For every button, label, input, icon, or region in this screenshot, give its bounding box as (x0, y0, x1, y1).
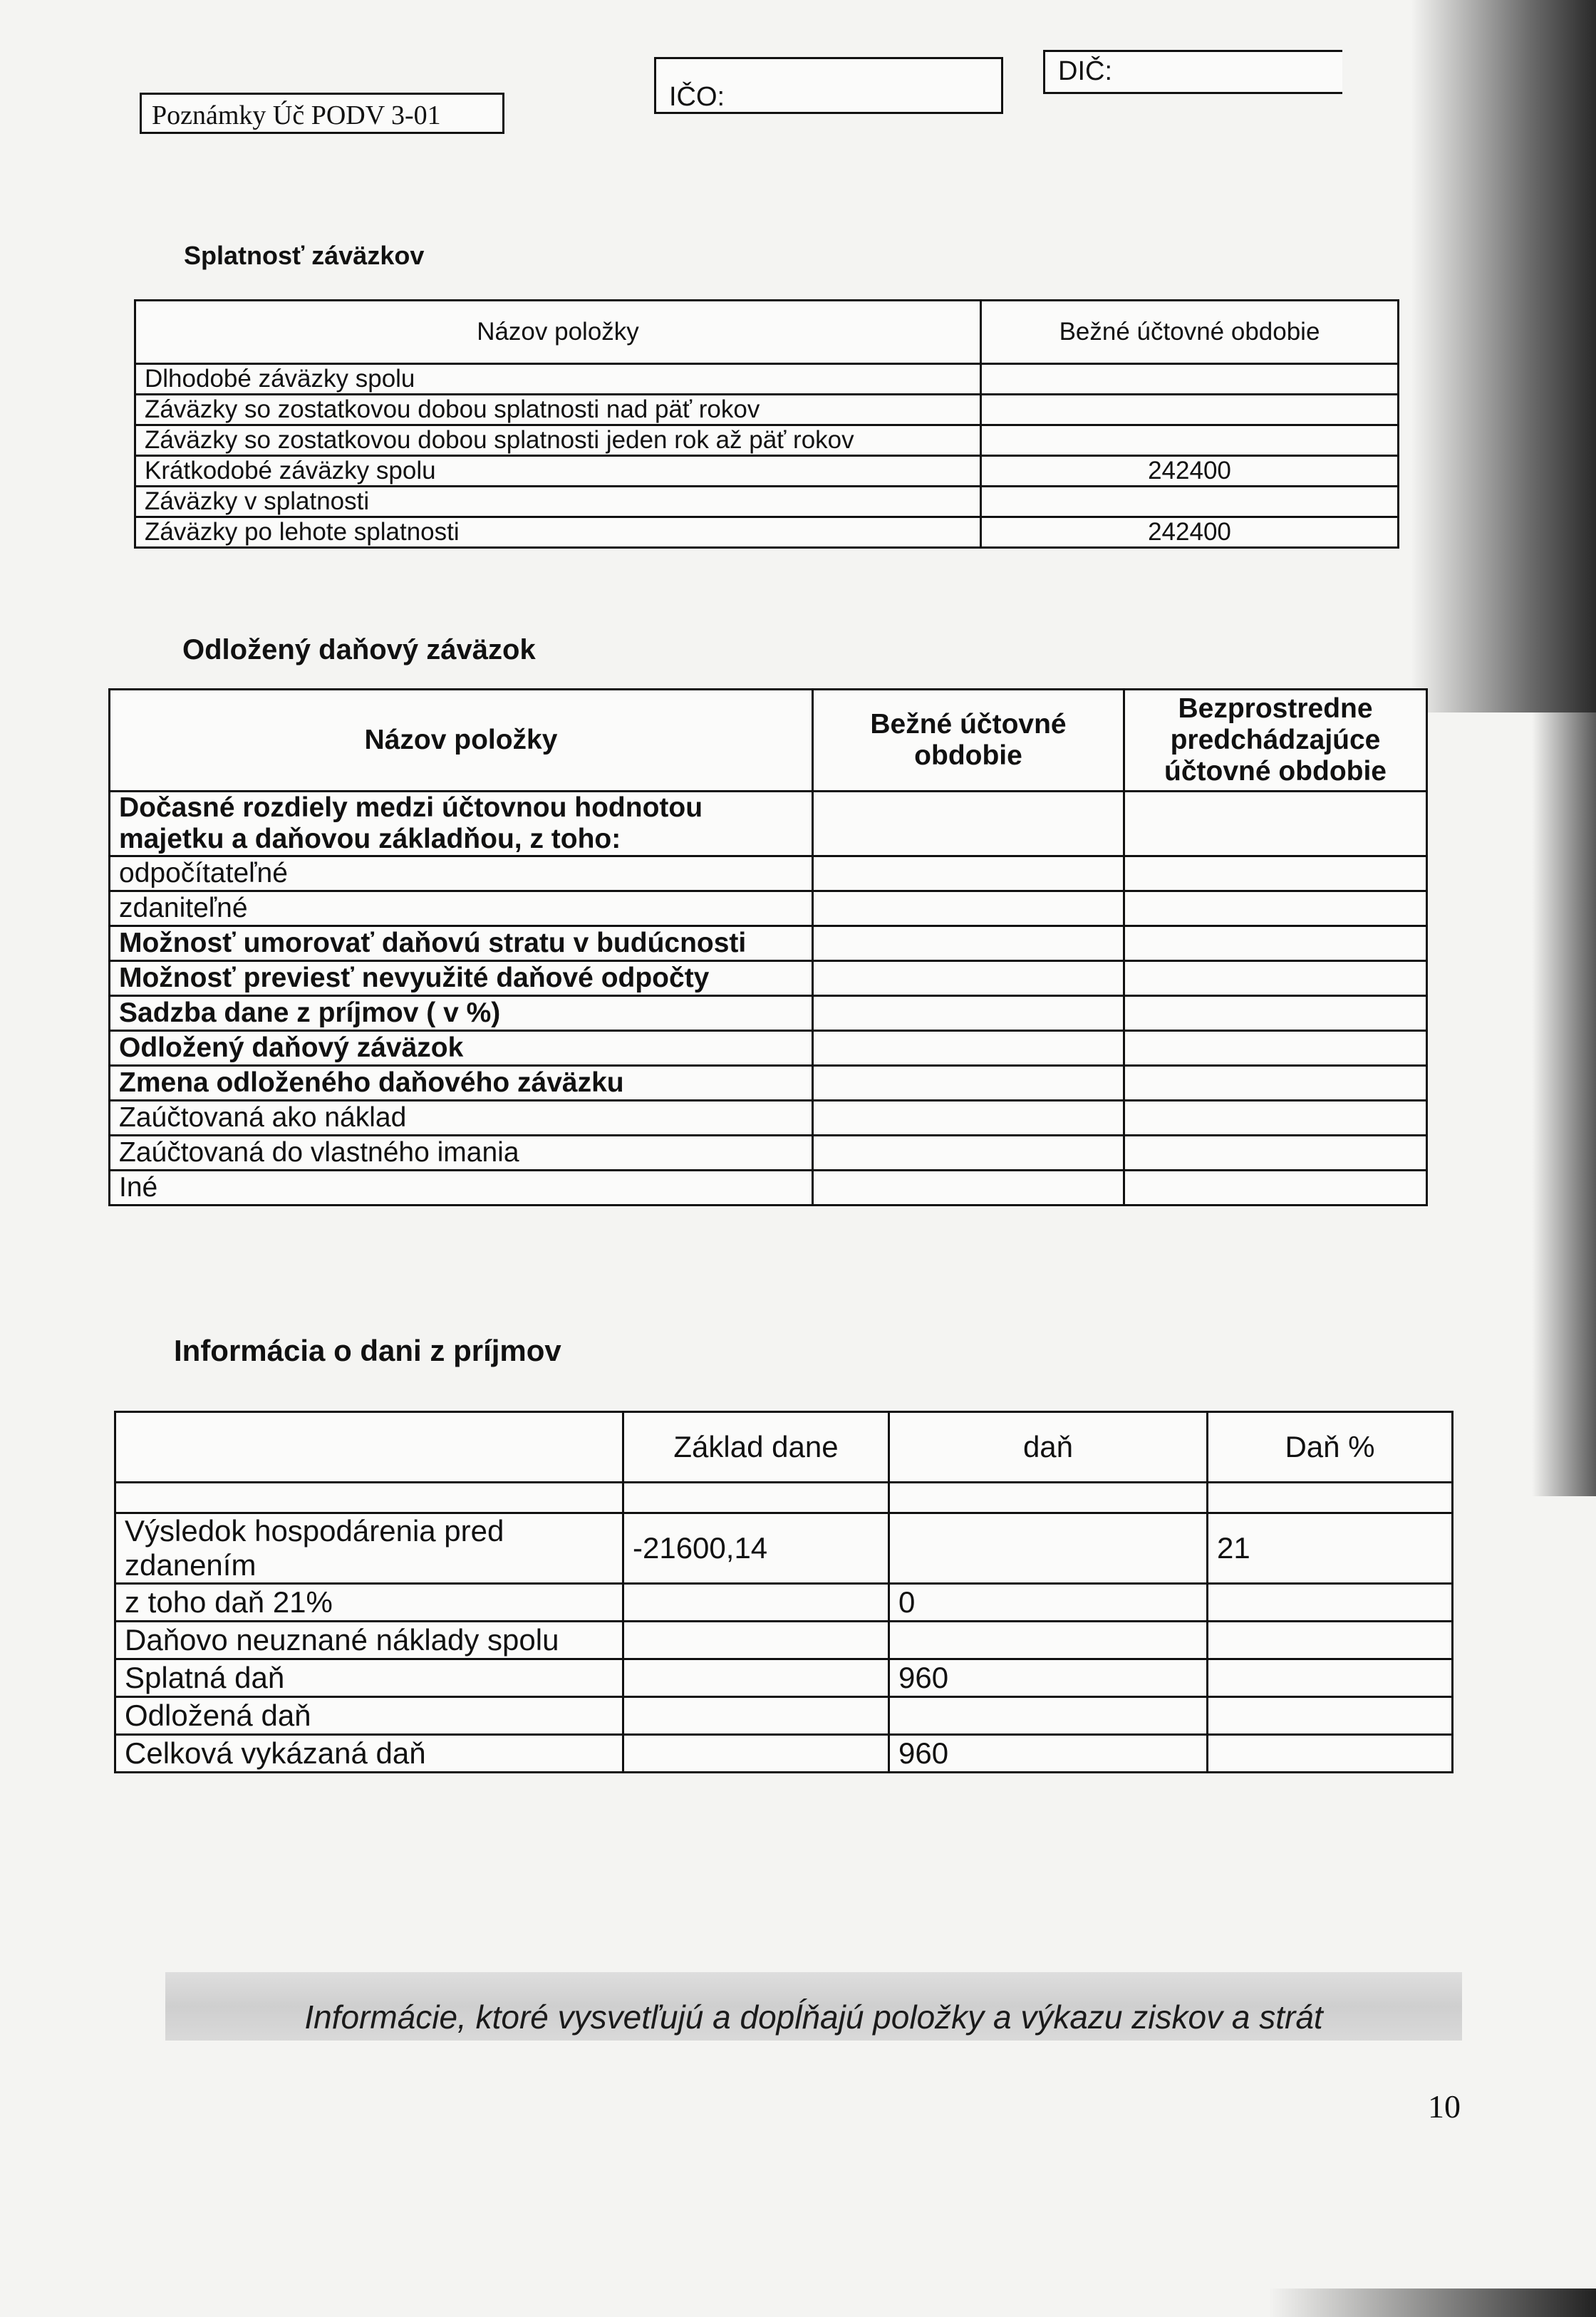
row-value: 242400 (981, 456, 1399, 487)
table-row (115, 1697, 1453, 1735)
table-row (115, 1513, 1453, 1584)
cell-dan (889, 1697, 1208, 1735)
table-row (110, 1136, 1427, 1171)
cell-bezne (813, 1066, 1124, 1101)
cell-zaklad (623, 1659, 889, 1697)
table-row (135, 517, 1399, 548)
col-header-predch: Bezprostredne predchádzajúce účtovné obdobie (1124, 690, 1427, 792)
cell-bezne (813, 926, 1124, 961)
cell-predch (1124, 926, 1427, 961)
row-name: Zmena odloženého daňového záväzku (110, 1066, 813, 1101)
table-row (110, 1066, 1427, 1101)
row-name: Záväzky so zostatkovou dobou splatnosti nad päť rokov (135, 395, 981, 425)
dic-field: DIČ: (1043, 50, 1342, 94)
table-header-row (115, 1412, 1453, 1483)
table-row (135, 425, 1399, 456)
row-name: Odložená daň (115, 1697, 623, 1735)
table-row (135, 395, 1399, 425)
cell-bezne (813, 1101, 1124, 1136)
section-title-splatnost: Splatnosť záväzkov (184, 241, 425, 270)
row-name: Výsledok hospodárenia pred zdanením (115, 1513, 623, 1584)
page-edge-shadow (1411, 0, 1596, 712)
cell-zaklad (623, 1735, 889, 1773)
row-name: z toho daň 21% (115, 1584, 623, 1622)
row-name: Dlhodobé záväzky spolu (135, 364, 981, 395)
cell-dan: 960 (889, 1659, 1208, 1697)
cell-pct (1208, 1697, 1453, 1735)
table-row (115, 1622, 1453, 1659)
col-header-zaklad: Základ dane (623, 1412, 889, 1483)
cell-zaklad: -21600,14 (623, 1513, 889, 1584)
row-name: Záväzky so zostatkovou dobou splatnosti jeden rok až päť rokov (135, 425, 981, 456)
row-value (981, 487, 1399, 517)
page-bottom-shadow (1268, 2289, 1596, 2317)
ico-field: IČO: (654, 57, 1003, 114)
table-row (110, 1031, 1427, 1066)
cell-pct (1208, 1659, 1453, 1697)
cell-bezne (813, 891, 1124, 926)
cell-zaklad (623, 1622, 889, 1659)
section-title-odlozeny: Odložený daňový záväzok (182, 634, 536, 665)
table-row (135, 364, 1399, 395)
section-title-informacia: Informácia o dani z príjmov (174, 1334, 561, 1367)
page-edge-shadow-lower (1532, 712, 1596, 1496)
cell-bezne (813, 1171, 1124, 1206)
row-name: Odložený daňový záväzok (110, 1031, 813, 1066)
row-name: Dočasné rozdiely medzi účtovnou hodnotou majetku a daňovou základňou, z toho: (110, 792, 813, 856)
cell-bezne (813, 961, 1124, 996)
cell-dan: 0 (889, 1584, 1208, 1622)
table-row (110, 926, 1427, 961)
cell-pct (1208, 1584, 1453, 1622)
row-name: zdaniteľné (110, 891, 813, 926)
table-row (115, 1659, 1453, 1697)
cell-dan (889, 1513, 1208, 1584)
cell-bezne (813, 1031, 1124, 1066)
cell-pct (1208, 1622, 1453, 1659)
table-row (110, 961, 1427, 996)
informacia-table (114, 1411, 1454, 1773)
odlozeny-table (108, 688, 1428, 1206)
table-row (110, 1101, 1427, 1136)
row-name: Daňovo neuznané náklady spolu (115, 1622, 623, 1659)
col-header-name: Názov položky (135, 301, 981, 364)
row-value (981, 395, 1399, 425)
cell-predch (1124, 1031, 1427, 1066)
col-header-dan-pct: Daň % (1208, 1412, 1453, 1483)
cell (623, 1483, 889, 1513)
table-row (110, 996, 1427, 1031)
col-header-dan: daň (889, 1412, 1208, 1483)
cell-bezne (813, 792, 1124, 856)
row-name: odpočítateľné (110, 856, 813, 891)
row-name: Splatná daň (115, 1659, 623, 1697)
cell-predch (1124, 1066, 1427, 1101)
row-name: Krátkodobé záväzky spolu (135, 456, 981, 487)
row-name: Zaúčtovaná ako náklad (110, 1101, 813, 1136)
row-name: Iné (110, 1171, 813, 1206)
cell-predch (1124, 961, 1427, 996)
table-row (110, 891, 1427, 926)
cell-pct (1208, 1735, 1453, 1773)
cell-bezne (813, 1136, 1124, 1171)
row-value (981, 364, 1399, 395)
row-name: Celková vykázaná daň (115, 1735, 623, 1773)
table-row (135, 487, 1399, 517)
page-number: 10 (1428, 2088, 1461, 2125)
cell-bezne (813, 996, 1124, 1031)
cell-pct: 21 (1208, 1513, 1453, 1584)
table-row (110, 856, 1427, 891)
cell-zaklad (623, 1584, 889, 1622)
row-value: 242400 (981, 517, 1399, 548)
cell-predch (1124, 1171, 1427, 1206)
cell-dan: 960 (889, 1735, 1208, 1773)
cell (1208, 1483, 1453, 1513)
cell-predch (1124, 1101, 1427, 1136)
row-name: Možnosť umorovať daňovú stratu v budúcnosti (110, 926, 813, 961)
row-name: Zaúčtovaná do vlastného imania (110, 1136, 813, 1171)
cell-predch (1124, 996, 1427, 1031)
table-row (115, 1735, 1453, 1773)
row-name: Záväzky v splatnosti (135, 487, 981, 517)
table-spacer-row (115, 1483, 1453, 1513)
row-name: Záväzky po lehote splatnosti (135, 517, 981, 548)
row-name: Možnosť previesť nevyužité daňové odpočty (110, 961, 813, 996)
row-name: Sadzba dane z príjmov ( v %) (110, 996, 813, 1031)
table-row (110, 792, 1427, 856)
col-header-bezne: Bežné účtovné obdobie (981, 301, 1399, 364)
table-row (135, 456, 1399, 487)
table-row (110, 1171, 1427, 1206)
table-row (115, 1584, 1453, 1622)
cell-predch (1124, 891, 1427, 926)
table-header-row (110, 690, 1427, 792)
col-header-bezne: Bežné účtovné obdobie (813, 690, 1124, 792)
cell-predch (1124, 856, 1427, 891)
section-banner: Informácie, ktoré vysvetľujú a dopĺňajú položky a výkazu ziskov a strát (165, 1972, 1462, 2041)
table-header-row (135, 301, 1399, 364)
col-header-name: Názov položky (110, 690, 813, 792)
cell-predch (1124, 1136, 1427, 1171)
cell (889, 1483, 1208, 1513)
cell-bezne (813, 856, 1124, 891)
cell (115, 1483, 623, 1513)
cell-zaklad (623, 1697, 889, 1735)
col-header-empty (115, 1412, 623, 1483)
cell-predch (1124, 792, 1427, 856)
form-code-box: Poznámky Úč PODV 3-01 (140, 93, 504, 134)
row-value (981, 425, 1399, 456)
cell-dan (889, 1622, 1208, 1659)
splatnost-table (134, 299, 1399, 549)
